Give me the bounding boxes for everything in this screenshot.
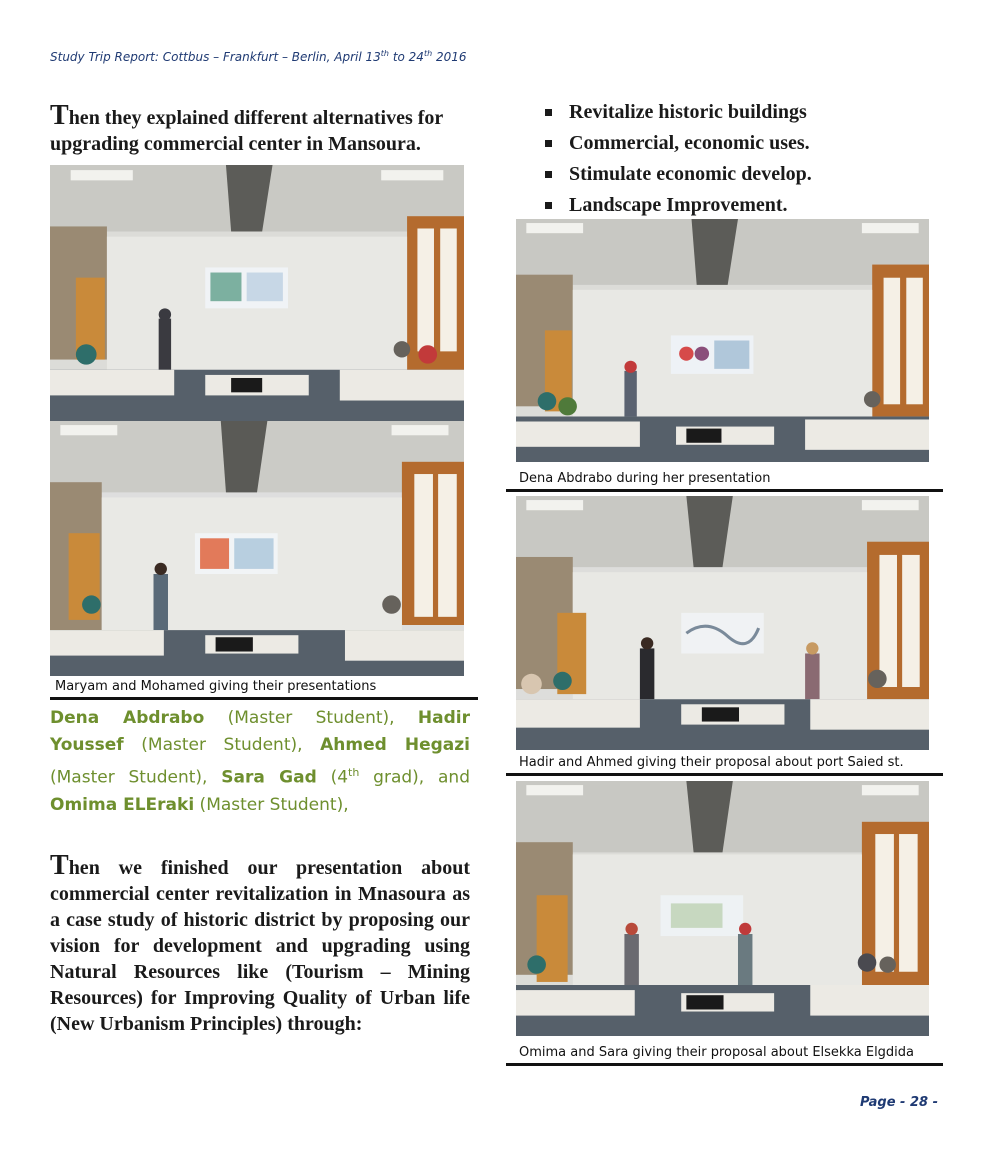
square-bullet-icon — [545, 109, 552, 116]
right-caption-rule-2 — [506, 773, 943, 776]
right-caption-rule-3 — [506, 1063, 943, 1066]
bullet-item: Commercial, economic uses. — [545, 128, 812, 159]
right-caption-2: Hadir and Ahmed giving their proposal about port Saied st. — [519, 755, 904, 770]
square-bullet-icon — [545, 140, 552, 147]
bullet-item: Revitalize historic buildings — [545, 97, 812, 128]
intro-paragraph: Then they explained different alternatives for upgrading commercial center in Mansoura. — [50, 100, 443, 155]
student-names: Dena Abdrabo (Master Student), Hadir Youssef (Master Student), Ahmed Hegazi (Master Student), Sara Gad (4th grad), and Omima ELEraki (Master Student), — [50, 708, 470, 815]
right-caption-1: Dena Abdrabo during her presentation — [519, 471, 771, 486]
closing-paragraph: Then we finished our presentation about commercial center revitalization in Mnasoura as a case study of historic district by proposing our vision for development and upgrading using Natural Resources like (Tourism – Mining Resources) for Improving Quality of Urban life (New Urbanism Principles) through: — [50, 850, 470, 1035]
square-bullet-icon — [545, 171, 552, 178]
photo-dena-presentation — [516, 219, 929, 462]
page-number: Page - 28 - — [859, 1095, 938, 1110]
photo-maryam-presentation — [50, 165, 464, 421]
bullet-item: Landscape Improvement. — [545, 190, 812, 221]
square-bullet-icon — [545, 202, 552, 209]
photo-omima-sara-proposal — [516, 781, 929, 1036]
bullet-item: Stimulate economic develop. — [545, 159, 812, 190]
right-caption-3: Omima and Sara giving their proposal about Elsekka Elgdida — [519, 1045, 915, 1060]
running-header: Study Trip Report: Cottbus – Frankfurt – Berlin, April 13th to 24th 2016 — [50, 49, 467, 64]
vision-bullet-list — [545, 97, 812, 221]
left-photo-caption: Maryam and Mohamed giving their presentations — [55, 679, 377, 694]
photo-hadir-ahmed-proposal — [516, 496, 929, 750]
left-caption-rule — [50, 697, 478, 700]
photo-mohamed-presentation — [50, 421, 464, 676]
right-caption-rule-1 — [506, 489, 943, 492]
